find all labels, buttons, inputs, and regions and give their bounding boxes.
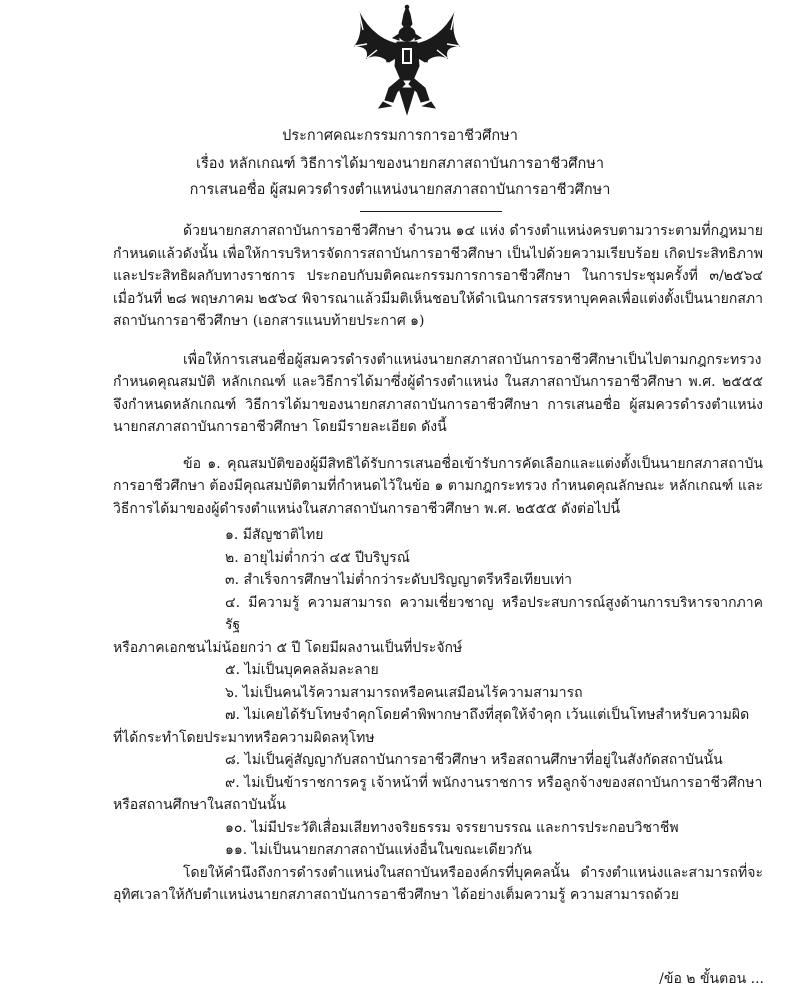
list-item-text: ๙. ไม่เป็นข้าราชการครู เจ้าหน้าที่ พนักงานราชการ หรือลูกจ้างของสถาบันการอาชีวศึกษา [225,774,763,791]
document-body [113,220,763,907]
list-item [113,704,763,749]
garuda-emblem-icon [349,4,465,116]
list-item-text: ๑๑. ไม่เป็นนายกสภาสถาบันแห่งอื่นในขณะเดียวกัน [225,842,532,858]
announcement-subject: เรื่อง หลักเกณฑ์ วิธีการได้มาของนายกสภาสถาบันการอาชีวศึกษา [195,156,604,172]
list-item [113,547,763,570]
list-item [113,659,763,682]
list-item [113,749,763,772]
list-item [113,839,763,862]
list-item-text: ๓. สำเร็จการศึกษาไม่ต่ำกว่าระดับปริญญาตรีหรือเทียบเท่า [225,572,573,588]
list-item-text: ๑. มีสัญชาติไทย [225,527,324,543]
announcement-issuer: ประกาศคณะกรรมการการอาชีวศึกษา [282,128,518,144]
list-item-text: ๖. ไม่เป็นคนไร้ความสามารถหรือคนเสมือนไร้ความสามารถ [225,684,583,701]
list-item [113,524,763,547]
list-item [113,569,763,592]
list-item-text: ๑๐. ไม่มีประวัติเสื่อมเสียทางจริยธรรม จรรยาบรรณ และการประกอบวิชาชีพ [225,819,679,836]
list-item-continuation: ที่ได้กระทำโดยประมาทหรือความผิดลหุโทษ [113,729,375,746]
announcement-subtitle: การเสนอชื่อ ผู้สมควรดำรงตำแหน่งนายกสภาสถาบันการอาชีวศึกษา [189,182,611,198]
list-item-text: ๒. อายุไม่ต่ำกว่า ๔๕ ปีบริบูรณ์ [225,549,410,566]
list-item [113,682,763,705]
list-item [113,817,763,840]
list-item-text: ๘. ไม่เป็นคู่สัญญากับสถาบันการอาชีวศึกษา หรือสถานศึกษาที่อยู่ในสังกัดสถาบันนั้น [225,752,723,768]
paragraph-3: ข้อ ๑. คุณสมบัติของผู้มีสิทธิได้รับการเสนอชื่อเข้ารับการคัดเลือกและแต่งตั้งเป็นนายกสภาสถาบันการอาชีวศึกษา ต้องมีคุณสมบัติตามที่กำหนดไว้ในข้อ ๑ ตามกฎกระทรวง กำหนดคุณลักษณะ หลักเกณฑ์ และวิธีการได้มาของผู้ดำรงตำแหน่งในสภาสถาบันการอาชีวศึกษา พ.ศ. ๒๕๕๕ ดังต่อไปนี้ [113,455,763,517]
closing-paragraph: โดยให้คำนึงถึงการดำรงตำแหน่งในสถาบันหรือองค์กรที่บุคคลนั้น ดำรงตำแหน่งและสามารถที่จะอุทิศเวลาให้กับตำแหน่งนายกสภาสถาบันการอาชีวศึกษา ได้อย่างเต็มความรู้ ความสามารถด้วย [113,864,763,903]
paragraph-2: เพื่อให้การเสนอชื่อผู้สมควรดำรงตำแหน่งนายกสภาสถาบันการอาชีวศึกษาเป็นไปตามกฎกระทรวงกำหนดคุณสมบัติ หลักเกณฑ์ และวิธีการได้มาซึ่งผู้ดำรงตำแหน่ง ในสภาสถาบันการอาชีวศึกษา พ.ศ. ๒๕๕๕ จึงกำหนดหลักเกณฑ์ วิธีการได้มาของนายกสภาสถาบันการอาชีวศึกษา การเสนอชื่อ ผู้สมควรดำรงตำแหน่งนายกสภาสถาบันการอาชีวศึกษา โดยมีรายละเอียด ดังนี้ [113,351,763,435]
list-item [113,592,763,660]
list-item-text: ๔. มีความรู้ ความสามารถ ความเชี่ยวชาญ หรือประสบการณ์สูงด้านการบริหารจากภาครัฐ [225,594,763,633]
paragraph-1: ด้วยนายกสภาสถาบันการอาชีวศึกษา จำนวน ๑๔ แห่ง ดำรงตำแหน่งครบตามวาระตามที่กฎหมายกำหนดแล้วดังนั้น เพื่อให้การบริหารจัดการสถาบันการอาชีวศึกษา เป็นไปด้วยความเรียบร้อย เกิดประสิทธิภาพและประสิทธิผลกับทางราชการ ประกอบกับมติคณะกรรมการการอาชีวศึกษา ในการประชุมครั้งที่ ๓/๒๕๖๔ เมื่อวันที่ ๒๘ พฤษภาคม ๒๕๖๔ พิจารณาแล้วมีมติเห็นชอบให้ดำเนินการสรรหาบุคคลเพื่อแต่งตั้งเป็นนายกสภาสถาบันการอาชีวศึกษา (เอกสารแนบท้ายประกาศ ๑) [113,223,763,329]
header-divider [360,211,502,212]
qualification-list [113,524,763,862]
list-item-continuation: หรือสถานศึกษาในสถาบันนั้น [113,797,286,813]
list-item-text: ๕. ไม่เป็นบุคคลล้มละลาย [225,662,379,678]
list-item [113,772,763,817]
continuation-footer: /ข้อ ๒ ขั้นตอน ... [659,971,764,987]
list-item-continuation: หรือภาคเอกชนไม่น้อยกว่า ๕ ปี โดยมีผลงานเป็นที่ประจักษ์ [113,639,463,656]
list-item-text: ๗. ไม่เคยได้รับโทษจำคุกโดยคำพิพากษาถึงที่สุดให้จำคุก เว้นแต่เป็นโทษสำหรับความผิด [225,707,750,723]
